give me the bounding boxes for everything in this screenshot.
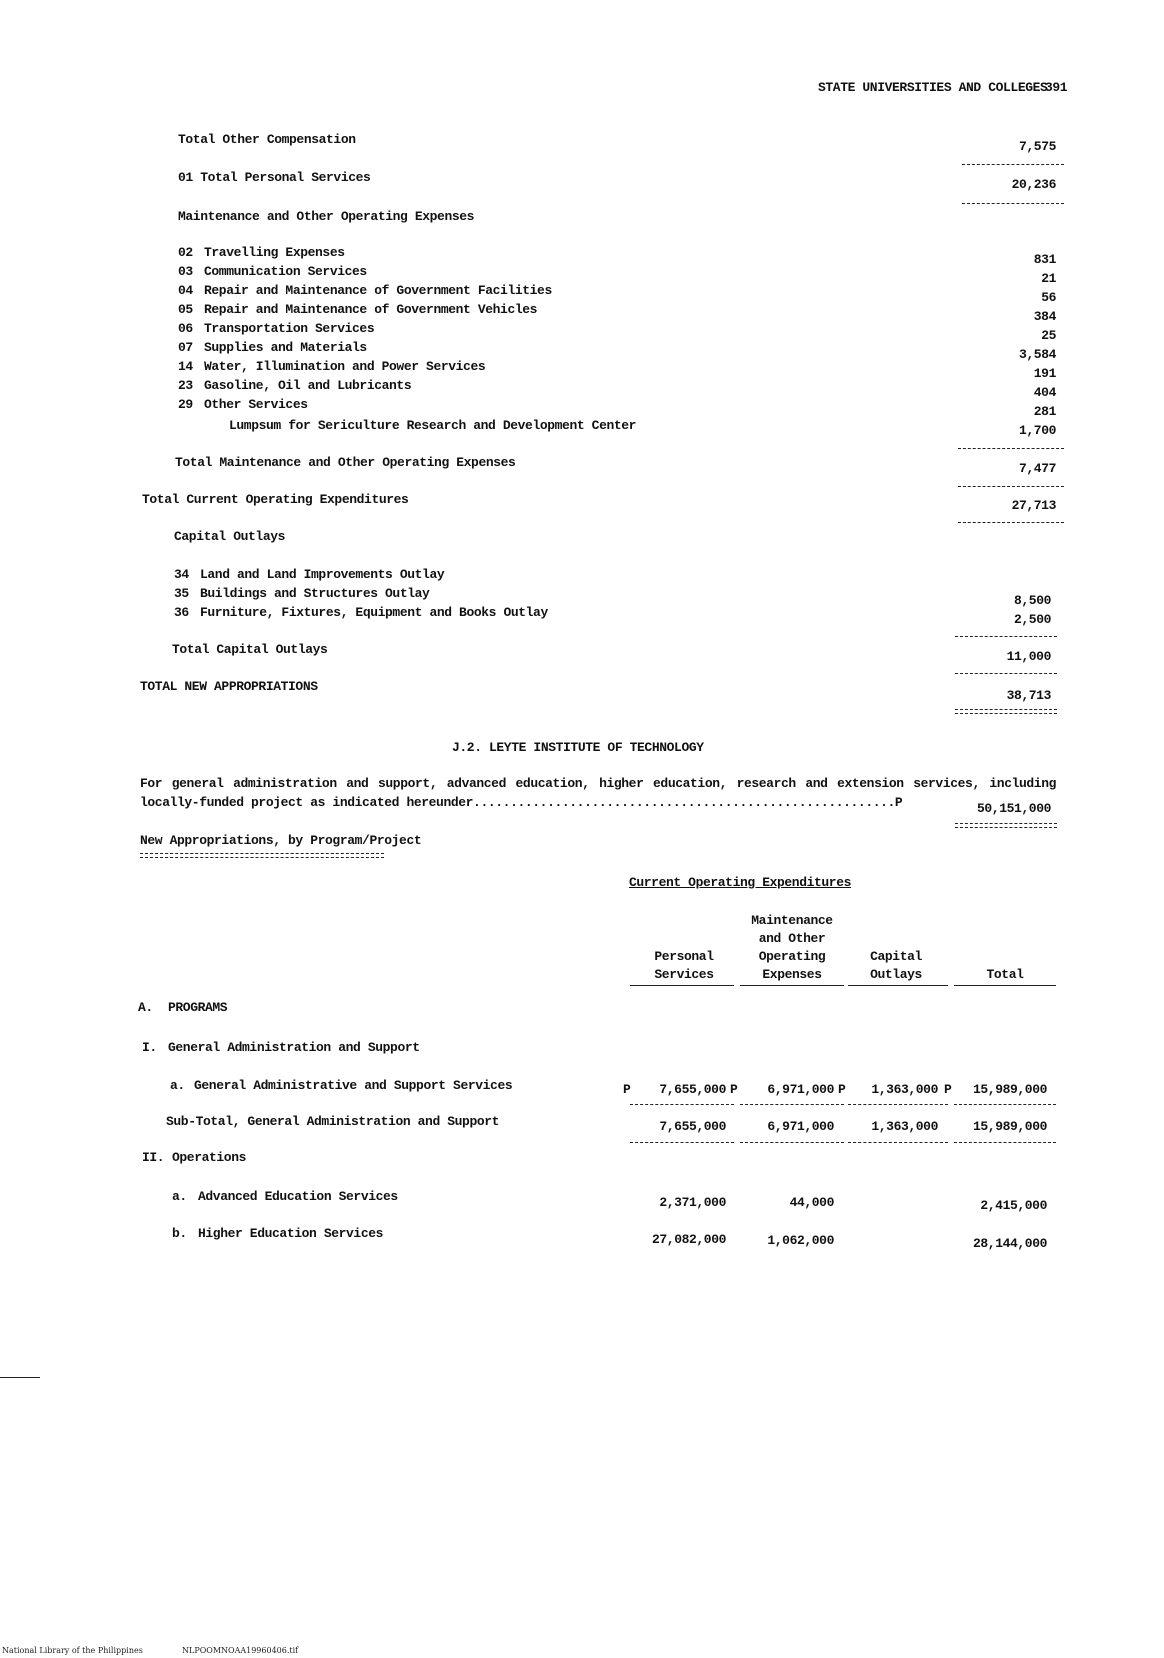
col-co-line: Capital (870, 949, 922, 964)
col-mooe-line: and Other (758, 931, 826, 946)
mooe-item-label: Other Services (204, 397, 308, 412)
capital-heading: Capital Outlays (174, 529, 286, 544)
total-other-comp-value: 7,575 (1018, 139, 1056, 154)
row-label: Sub-Total, General Administration and Support (166, 1114, 500, 1129)
total-other-comp-label: Total Other Compensation (178, 132, 356, 147)
section-heading: J.2. LEYTE INSTITUTE OF TECHNOLOGY (452, 740, 704, 755)
gas-title: General Administration and Support (168, 1040, 420, 1055)
row-prefix: a. (170, 1078, 185, 1093)
mooe-code: 29 (178, 397, 193, 412)
rule (740, 1142, 844, 1143)
cell-mooe: 6,971,000 (767, 1082, 834, 1097)
lumpsum-value: 1,700 (1018, 423, 1056, 438)
mooe-item-value: 831 (1033, 252, 1056, 267)
col-rule (848, 985, 948, 986)
rule (958, 522, 1064, 523)
mooe-item-value: 21 (1041, 271, 1056, 286)
rule (848, 1142, 948, 1143)
capital-item-label: Land and Land Improvements Outlay (200, 567, 445, 582)
peso-sign: P (838, 1082, 846, 1097)
total-mooe-value: 7,477 (1018, 461, 1056, 476)
col-mooe-header (740, 912, 844, 984)
rule (958, 448, 1064, 449)
rule (958, 486, 1064, 487)
col-co-line: Outlays (870, 967, 922, 982)
total-coe-label: Total Current Operating Expenditures (142, 492, 409, 507)
mooe-item-value: 3,584 (1018, 347, 1056, 362)
col-rule (740, 985, 844, 986)
cell-mooe: 1,062,000 (767, 1233, 834, 1248)
mooe-item-label: Repair and Maintenance of Government Vehicles (204, 302, 538, 317)
rule (630, 1104, 734, 1105)
col-mooe-line: Maintenance (751, 913, 833, 928)
rule (630, 1142, 734, 1143)
programs-title: PROGRAMS (168, 1000, 228, 1015)
capital-item-label: Buildings and Structures Outlay (200, 586, 430, 601)
col-rule (630, 985, 734, 986)
mooe-code: 03 (178, 264, 193, 279)
mooe-code: 23 (178, 378, 193, 393)
mooe-code: 14 (178, 359, 193, 374)
row-prefix: a. (172, 1189, 187, 1204)
col-ps-header (632, 948, 736, 984)
programs-label: A. (138, 1000, 153, 1015)
para-line-1: For general administration and support, advanced education, higher education, research and extension services, including (140, 776, 1056, 791)
col-total-header: Total (986, 967, 1024, 982)
total-new-value: 38,713 (1006, 688, 1051, 703)
total-capital-label: Total Capital Outlays (172, 642, 328, 657)
mooe-item-value: 384 (1033, 309, 1056, 324)
row-label: General Administrative and Support Services (194, 1078, 513, 1093)
rule (955, 673, 1057, 674)
capital-code: 34 (174, 567, 189, 582)
cell-co: 1,363,000 (871, 1082, 938, 1097)
rule (962, 164, 1064, 165)
rule (955, 636, 1057, 637)
rule (962, 203, 1064, 204)
rule (954, 1142, 1056, 1143)
para-line-2: locally-funded project as indicated hereunder.........................................................P (140, 795, 903, 810)
row-label: Higher Education Services (198, 1226, 384, 1241)
mooe-item-value: 281 (1033, 404, 1056, 419)
ops-title: Operations (172, 1150, 247, 1165)
coe-header: Current Operating Expenditures (628, 875, 852, 890)
total-personal-label: 01 Total Personal Services (178, 170, 371, 185)
col-co-header (846, 948, 946, 984)
mooe-item-label: Communication Services (204, 264, 367, 279)
peso-sign: P (944, 1082, 952, 1097)
mooe-item-label: Transportation Services (204, 321, 375, 336)
cell-co: 1,363,000 (871, 1119, 938, 1134)
rule (848, 1104, 948, 1105)
double-rule (140, 853, 384, 858)
col-ps-line: Services (654, 967, 714, 982)
col-mooe-line: Expenses (762, 967, 822, 982)
cell-ps: 7,655,000 (659, 1082, 726, 1097)
cell-total: 15,989,000 (972, 1082, 1047, 1097)
para-amount: 50,151,000 (976, 801, 1051, 816)
capital-code: 36 (174, 605, 189, 620)
mooe-item-label: Gasoline, Oil and Lubricants (204, 378, 412, 393)
footer-library: National Library of the Philippines (2, 1646, 143, 1655)
total-coe-value: 27,713 (1011, 498, 1056, 513)
total-capital-value: 11,000 (1006, 649, 1051, 664)
cell-ps: 7,655,000 (659, 1119, 726, 1134)
capital-item-value: 2,500 (1013, 612, 1051, 627)
total-mooe-label: Total Maintenance and Other Operating Expenses (175, 455, 516, 470)
lumpsum-label: Lumpsum for Sericulture Research and Development Center (229, 418, 637, 433)
mooe-item-label: Supplies and Materials (204, 340, 367, 355)
col-mooe-line: Operating (758, 949, 826, 964)
row-prefix: b. (172, 1226, 187, 1241)
mooe-item-value: 404 (1033, 385, 1056, 400)
col-rule (954, 985, 1056, 986)
footer-file: NLPOOMNOAA19960406.tif (182, 1646, 299, 1655)
cell-total: 15,989,000 (972, 1119, 1047, 1134)
cell-total: 28,144,000 (972, 1236, 1047, 1251)
mooe-code: 04 (178, 283, 193, 298)
gas-number: I. (142, 1040, 157, 1055)
capital-item-value: 8,500 (1013, 593, 1051, 608)
mooe-item-label: Travelling Expenses (204, 245, 345, 260)
mooe-item-label: Repair and Maintenance of Government Facilities (204, 283, 552, 298)
total-personal-value: 20,236 (1011, 177, 1056, 192)
col-ps-line: Personal (654, 949, 714, 964)
scan-edge-mark (0, 1377, 40, 1378)
cell-ps: 27,082,000 (651, 1232, 726, 1247)
mooe-heading: Maintenance and Other Operating Expenses (178, 209, 475, 224)
mooe-code: 07 (178, 340, 193, 355)
double-rule (955, 709, 1057, 714)
row-label: Advanced Education Services (198, 1189, 398, 1204)
ops-number: II. (142, 1150, 165, 1165)
peso-sign: P (623, 1082, 631, 1097)
capital-item-label: Furniture, Fixtures, Equipment and Books Outlay (200, 605, 548, 620)
new-approp-title: New Appropriations, by Program/Project (140, 833, 422, 848)
capital-code: 35 (174, 586, 189, 601)
mooe-item-value: 56 (1041, 290, 1056, 305)
running-title: STATE UNIVERSITIES AND COLLEGES (818, 80, 1048, 95)
rule (954, 1104, 1056, 1105)
cell-ps: 2,371,000 (659, 1195, 726, 1210)
cell-total: 2,415,000 (980, 1198, 1047, 1213)
total-new-label: TOTAL NEW APPROPRIATIONS (140, 679, 318, 694)
rule (740, 1104, 844, 1105)
mooe-code: 05 (178, 302, 193, 317)
peso-sign: P (730, 1082, 738, 1097)
double-rule (955, 823, 1057, 828)
cell-mooe: 44,000 (789, 1195, 834, 1210)
cell-mooe: 6,971,000 (767, 1119, 834, 1134)
mooe-code: 06 (178, 321, 193, 336)
mooe-item-value: 191 (1033, 366, 1056, 381)
mooe-item-label: Water, Illumination and Power Services (204, 359, 486, 374)
mooe-item-value: 25 (1041, 328, 1056, 343)
mooe-code: 02 (178, 245, 193, 260)
page-number: 391 (1045, 80, 1068, 95)
